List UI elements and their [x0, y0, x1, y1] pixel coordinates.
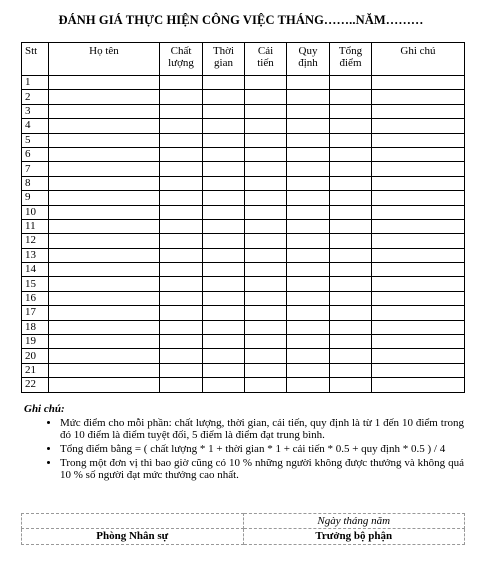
table-cell — [203, 248, 245, 262]
table-cell — [160, 119, 203, 133]
table-cell — [330, 306, 372, 320]
header-quy-dinh: Quy định — [287, 43, 330, 76]
table-cell — [245, 191, 287, 205]
row-number: 13 — [22, 248, 49, 262]
notes-label: Ghi chú: — [24, 403, 65, 415]
table-cell — [330, 320, 372, 334]
note-item-total-formula: • Tổng điểm bằng = ( chất lượng * 1 + thời gian * 1 + cải tiến * 0.5 + quy định * 0.5 ) / 4 — [60, 443, 464, 455]
table-cell — [203, 363, 245, 377]
row-number: 4 — [22, 119, 49, 133]
row-number: 7 — [22, 162, 49, 176]
table-cell — [372, 104, 465, 118]
table-cell — [49, 191, 160, 205]
table-cell — [203, 119, 245, 133]
row-number: 20 — [22, 349, 49, 363]
table-cell — [160, 234, 203, 248]
signature-date-left-empty — [22, 514, 244, 529]
table-cell — [372, 76, 465, 90]
table-cell — [203, 335, 245, 349]
table-row — [22, 263, 465, 277]
table-cell — [49, 263, 160, 277]
table-row — [22, 90, 465, 104]
row-number: 16 — [22, 291, 49, 305]
table-cell — [372, 219, 465, 233]
table-cell — [49, 133, 160, 147]
table-cell — [287, 378, 330, 392]
row-number: 17 — [22, 306, 49, 320]
table-cell — [49, 248, 160, 262]
table-cell — [330, 219, 372, 233]
table-cell — [287, 248, 330, 262]
table-row — [22, 119, 465, 133]
table-cell — [160, 205, 203, 219]
table-cell — [245, 90, 287, 104]
table-row — [22, 162, 465, 176]
table-cell — [49, 306, 160, 320]
table-cell — [245, 248, 287, 262]
table-cell — [203, 277, 245, 291]
table-cell — [330, 263, 372, 277]
table-cell — [49, 119, 160, 133]
table-cell — [49, 349, 160, 363]
table-cell — [330, 335, 372, 349]
table-cell — [245, 219, 287, 233]
table-cell — [160, 320, 203, 334]
table-cell — [330, 378, 372, 392]
header-ho-ten: Họ tên — [49, 43, 160, 76]
row-number: 6 — [22, 147, 49, 161]
table-cell — [49, 104, 160, 118]
signature-table — [21, 513, 465, 545]
table-cell — [245, 263, 287, 277]
table-cell — [287, 349, 330, 363]
table-cell — [330, 147, 372, 161]
table-cell — [372, 90, 465, 104]
table-cell — [330, 104, 372, 118]
table-row — [22, 306, 465, 320]
table-cell — [372, 335, 465, 349]
table-cell — [287, 147, 330, 161]
table-cell — [287, 191, 330, 205]
row-number: 10 — [22, 205, 49, 219]
table-cell — [49, 219, 160, 233]
table-cell — [203, 76, 245, 90]
table-cell — [330, 291, 372, 305]
table-row — [22, 76, 465, 90]
row-number: 18 — [22, 320, 49, 334]
table-cell — [372, 205, 465, 219]
table-cell — [372, 133, 465, 147]
table-cell — [160, 76, 203, 90]
table-cell — [330, 119, 372, 133]
row-number: 5 — [22, 133, 49, 147]
table-cell — [372, 291, 465, 305]
row-number: 21 — [22, 363, 49, 377]
table-cell — [245, 205, 287, 219]
table-cell — [245, 133, 287, 147]
signature-right-dept: Trưởng bộ phận — [243, 529, 465, 545]
table-cell — [245, 162, 287, 176]
table-cell — [203, 162, 245, 176]
note-item-bonus-rule: • Trong một đơn vị thì bao giờ cũng có 10 % những người không được thưởng và không quá 10 % số người đạt mức thưởng cao nhất. — [60, 457, 464, 481]
table-cell — [160, 263, 203, 277]
table-cell — [287, 291, 330, 305]
table-cell — [245, 349, 287, 363]
table-cell — [245, 147, 287, 161]
table-row — [22, 133, 465, 147]
table-cell — [372, 162, 465, 176]
table-row — [22, 291, 465, 305]
table-cell — [287, 133, 330, 147]
table-cell — [330, 176, 372, 190]
table-row — [22, 349, 465, 363]
table-cell — [203, 263, 245, 277]
table-cell — [160, 162, 203, 176]
table-cell — [245, 320, 287, 334]
table-row — [22, 191, 465, 205]
table-cell — [287, 320, 330, 334]
table-cell — [49, 162, 160, 176]
header-ghi-chu: Ghi chú — [372, 43, 465, 76]
table-header-row — [22, 43, 465, 76]
table-cell — [245, 119, 287, 133]
table-cell — [245, 291, 287, 305]
table-cell — [203, 378, 245, 392]
table-cell — [245, 363, 287, 377]
table-cell — [160, 378, 203, 392]
table-cell — [245, 104, 287, 118]
row-number: 3 — [22, 104, 49, 118]
table-cell — [203, 191, 245, 205]
note-item-scoring: • Mức điểm cho mỗi phần: chất lượng, thời gian, cải tiến, quy định là từ 1 đến 10 điểm trong đó 10 điểm là điểm tuyệt đối, 5 điểm là điểm đạt trung bình. — [60, 417, 464, 441]
table-cell — [245, 234, 287, 248]
table-cell — [49, 147, 160, 161]
table-cell — [287, 76, 330, 90]
table-cell — [160, 335, 203, 349]
row-number: 8 — [22, 176, 49, 190]
table-cell — [203, 219, 245, 233]
table-cell — [49, 176, 160, 190]
table-cell — [372, 277, 465, 291]
table-row — [22, 277, 465, 291]
table-cell — [287, 90, 330, 104]
table-cell — [330, 277, 372, 291]
table-cell — [287, 219, 330, 233]
table-cell — [160, 104, 203, 118]
table-cell — [330, 162, 372, 176]
signature-date-line: Ngày tháng năm — [243, 514, 465, 529]
table-cell — [287, 119, 330, 133]
row-number: 9 — [22, 191, 49, 205]
page-title: ĐÁNH GIÁ THỰC HIỆN CÔNG VIỆC THÁNG……..NĂM……… — [58, 13, 424, 27]
table-cell — [49, 205, 160, 219]
table-cell — [372, 349, 465, 363]
table-cell — [160, 291, 203, 305]
row-number: 22 — [22, 378, 49, 392]
table-row — [22, 378, 465, 392]
table-cell — [49, 90, 160, 104]
table-cell — [330, 205, 372, 219]
table-cell — [160, 191, 203, 205]
table-cell — [49, 234, 160, 248]
row-number: 2 — [22, 90, 49, 104]
row-number: 1 — [22, 76, 49, 90]
table-row — [22, 234, 465, 248]
table-cell — [372, 147, 465, 161]
table-cell — [160, 277, 203, 291]
table-cell — [330, 363, 372, 377]
table-cell — [203, 205, 245, 219]
table-cell — [372, 378, 465, 392]
header-cai-tien: Cải tiến — [245, 43, 287, 76]
row-number: 11 — [22, 219, 49, 233]
table-cell — [49, 320, 160, 334]
table-row — [22, 205, 465, 219]
table-cell — [203, 133, 245, 147]
table-cell — [287, 234, 330, 248]
table-cell — [245, 378, 287, 392]
table-cell — [49, 277, 160, 291]
table-cell — [287, 162, 330, 176]
signature-left-dept: Phòng Nhân sự — [22, 529, 244, 545]
table-cell — [372, 176, 465, 190]
table-cell — [287, 205, 330, 219]
notes-list — [24, 417, 464, 481]
table-cell — [372, 263, 465, 277]
table-cell — [49, 76, 160, 90]
table-cell — [372, 363, 465, 377]
table-cell — [245, 76, 287, 90]
table-cell — [245, 306, 287, 320]
table-cell — [287, 263, 330, 277]
table-cell — [49, 363, 160, 377]
table-cell — [160, 176, 203, 190]
table-cell — [203, 147, 245, 161]
table-cell — [203, 104, 245, 118]
table-cell — [372, 234, 465, 248]
table-cell — [203, 306, 245, 320]
table-cell — [203, 349, 245, 363]
table-cell — [372, 191, 465, 205]
table-cell — [287, 306, 330, 320]
table-cell — [49, 335, 160, 349]
table-cell — [245, 277, 287, 291]
header-chat-luong: Chất lượng — [160, 43, 203, 76]
table-cell — [372, 306, 465, 320]
evaluation-table — [21, 42, 465, 393]
table-cell — [49, 378, 160, 392]
row-number: 15 — [22, 277, 49, 291]
table-cell — [330, 234, 372, 248]
table-row — [22, 219, 465, 233]
table-row — [22, 104, 465, 118]
table-cell — [160, 349, 203, 363]
table-cell — [372, 320, 465, 334]
table-cell — [287, 335, 330, 349]
table-row — [22, 248, 465, 262]
table-cell — [330, 133, 372, 147]
table-row — [22, 363, 465, 377]
table-cell — [330, 90, 372, 104]
table-cell — [160, 306, 203, 320]
table-cell — [160, 133, 203, 147]
table-cell — [372, 248, 465, 262]
table-cell — [330, 349, 372, 363]
header-tong-diem: Tổng điểm — [330, 43, 372, 76]
table-cell — [203, 176, 245, 190]
row-number: 14 — [22, 263, 49, 277]
table-row — [22, 147, 465, 161]
table-row — [22, 335, 465, 349]
table-cell — [245, 176, 287, 190]
table-cell — [287, 277, 330, 291]
table-cell — [160, 248, 203, 262]
table-cell — [160, 219, 203, 233]
table-cell — [203, 234, 245, 248]
table-cell — [160, 363, 203, 377]
table-cell — [203, 320, 245, 334]
table-cell — [49, 291, 160, 305]
table-row — [22, 320, 465, 334]
table-cell — [330, 76, 372, 90]
table-cell — [372, 119, 465, 133]
table-cell — [287, 176, 330, 190]
row-number: 19 — [22, 335, 49, 349]
table-cell — [203, 90, 245, 104]
table-cell — [287, 363, 330, 377]
table-cell — [160, 147, 203, 161]
header-stt: Stt — [22, 43, 49, 76]
table-cell — [287, 104, 330, 118]
table-row — [22, 176, 465, 190]
table-cell — [203, 291, 245, 305]
table-cell — [330, 248, 372, 262]
header-thoi-gian: Thời gian — [203, 43, 245, 76]
row-number: 12 — [22, 234, 49, 248]
notes-section — [24, 403, 464, 483]
table-cell — [330, 191, 372, 205]
table-cell — [160, 90, 203, 104]
table-cell — [245, 335, 287, 349]
